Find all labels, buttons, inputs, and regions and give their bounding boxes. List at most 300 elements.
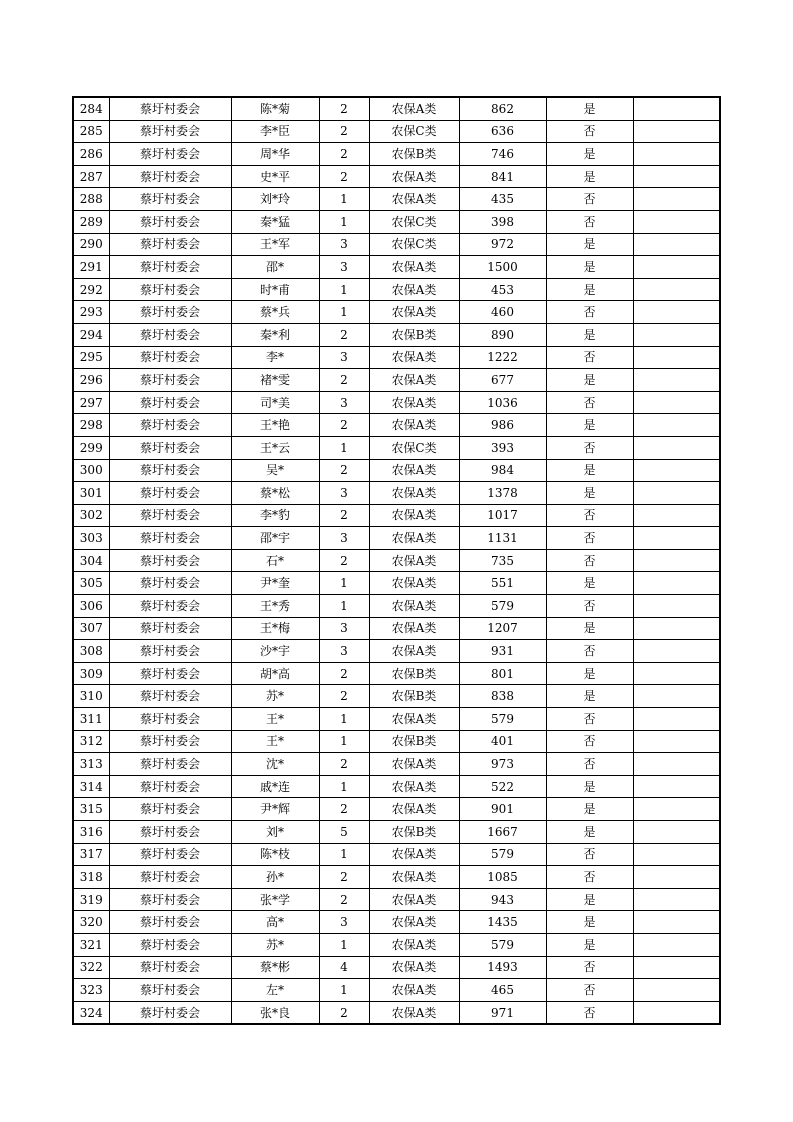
row-number-cell: 322	[73, 956, 109, 979]
amount-cell: 931	[459, 640, 546, 663]
yes-no-cell: 否	[546, 549, 633, 572]
insurance-type-cell: 农保A类	[369, 527, 459, 550]
row-number-cell: 306	[73, 595, 109, 618]
yes-no-cell: 否	[546, 346, 633, 369]
remarks-cell	[633, 888, 720, 911]
insurance-type-cell: 农保A类	[369, 888, 459, 911]
name-cell: 尹*辉	[231, 798, 319, 821]
insurance-type-cell: 农保A类	[369, 956, 459, 979]
household-count-cell: 3	[319, 346, 369, 369]
table-row	[73, 730, 720, 753]
table-row	[73, 256, 720, 279]
roster-table-body	[73, 97, 720, 1024]
row-number-cell: 320	[73, 911, 109, 934]
village-committee-cell: 蔡圩村委会	[109, 165, 231, 188]
amount-cell: 1435	[459, 911, 546, 934]
amount-cell: 735	[459, 549, 546, 572]
remarks-cell	[633, 911, 720, 934]
insurance-type-cell: 农保A类	[369, 933, 459, 956]
remarks-cell	[633, 866, 720, 889]
amount-cell: 393	[459, 436, 546, 459]
remarks-cell	[633, 143, 720, 166]
village-committee-cell: 蔡圩村委会	[109, 482, 231, 505]
household-count-cell: 1	[319, 278, 369, 301]
household-count-cell: 2	[319, 866, 369, 889]
village-committee-cell: 蔡圩村委会	[109, 188, 231, 211]
table-row	[73, 504, 720, 527]
yes-no-cell: 否	[546, 120, 633, 143]
name-cell: 王*艳	[231, 414, 319, 437]
name-cell: 李*豹	[231, 504, 319, 527]
village-committee-cell: 蔡圩村委会	[109, 233, 231, 256]
yes-no-cell: 否	[546, 188, 633, 211]
yes-no-cell: 否	[546, 866, 633, 889]
yes-no-cell: 是	[546, 821, 633, 844]
household-count-cell: 1	[319, 933, 369, 956]
village-committee-cell: 蔡圩村委会	[109, 504, 231, 527]
name-cell: 孙*	[231, 866, 319, 889]
household-count-cell: 3	[319, 640, 369, 663]
yes-no-cell: 否	[546, 527, 633, 550]
insurance-type-cell: 农保A类	[369, 866, 459, 889]
row-number-cell: 290	[73, 233, 109, 256]
row-number-cell: 313	[73, 753, 109, 776]
yes-no-cell: 是	[546, 278, 633, 301]
row-number-cell: 297	[73, 391, 109, 414]
name-cell: 王*	[231, 730, 319, 753]
row-number-cell: 291	[73, 256, 109, 279]
village-committee-cell: 蔡圩村委会	[109, 617, 231, 640]
insurance-type-cell: 农保A类	[369, 165, 459, 188]
household-count-cell: 2	[319, 323, 369, 346]
table-row	[73, 369, 720, 392]
remarks-cell	[633, 346, 720, 369]
village-committee-cell: 蔡圩村委会	[109, 120, 231, 143]
name-cell: 张*学	[231, 888, 319, 911]
row-number-cell: 296	[73, 369, 109, 392]
name-cell: 左*	[231, 979, 319, 1002]
household-count-cell: 1	[319, 436, 369, 459]
amount-cell: 435	[459, 188, 546, 211]
row-number-cell: 323	[73, 979, 109, 1002]
insurance-type-cell: 农保A类	[369, 278, 459, 301]
insurance-type-cell: 农保A类	[369, 595, 459, 618]
name-cell: 刘*	[231, 821, 319, 844]
name-cell: 胡*高	[231, 662, 319, 685]
name-cell: 沈*	[231, 753, 319, 776]
row-number-cell: 288	[73, 188, 109, 211]
insurance-type-cell: 农保B类	[369, 821, 459, 844]
village-committee-cell: 蔡圩村委会	[109, 527, 231, 550]
remarks-cell	[633, 436, 720, 459]
insurance-type-cell: 农保A类	[369, 617, 459, 640]
yes-no-cell: 否	[546, 843, 633, 866]
remarks-cell	[633, 278, 720, 301]
row-number-cell: 286	[73, 143, 109, 166]
household-count-cell: 2	[319, 369, 369, 392]
village-committee-cell: 蔡圩村委会	[109, 391, 231, 414]
insurance-type-cell: 农保C类	[369, 233, 459, 256]
name-cell: 李*臣	[231, 120, 319, 143]
row-number-cell: 304	[73, 549, 109, 572]
name-cell: 司*美	[231, 391, 319, 414]
row-number-cell: 298	[73, 414, 109, 437]
table-row	[73, 640, 720, 663]
row-number-cell: 315	[73, 798, 109, 821]
name-cell: 张*良	[231, 1001, 319, 1024]
household-count-cell: 3	[319, 233, 369, 256]
amount-cell: 1493	[459, 956, 546, 979]
remarks-cell	[633, 504, 720, 527]
name-cell: 时*甫	[231, 278, 319, 301]
insurance-type-cell: 农保B类	[369, 662, 459, 685]
remarks-cell	[633, 730, 720, 753]
household-count-cell: 1	[319, 572, 369, 595]
insurance-type-cell: 农保C类	[369, 436, 459, 459]
yes-no-cell: 是	[546, 911, 633, 934]
insurance-type-cell: 农保A类	[369, 549, 459, 572]
village-committee-cell: 蔡圩村委会	[109, 346, 231, 369]
household-count-cell: 1	[319, 775, 369, 798]
table-row	[73, 979, 720, 1002]
amount-cell: 901	[459, 798, 546, 821]
amount-cell: 862	[459, 97, 546, 120]
amount-cell: 1131	[459, 527, 546, 550]
amount-cell: 551	[459, 572, 546, 595]
remarks-cell	[633, 256, 720, 279]
name-cell: 沙*宇	[231, 640, 319, 663]
row-number-cell: 303	[73, 527, 109, 550]
row-number-cell: 292	[73, 278, 109, 301]
table-row	[73, 753, 720, 776]
insurance-type-cell: 农保A类	[369, 979, 459, 1002]
yes-no-cell: 否	[546, 391, 633, 414]
household-count-cell: 3	[319, 391, 369, 414]
row-number-cell: 307	[73, 617, 109, 640]
amount-cell: 522	[459, 775, 546, 798]
row-number-cell: 300	[73, 459, 109, 482]
village-committee-cell: 蔡圩村委会	[109, 436, 231, 459]
table-row	[73, 843, 720, 866]
yes-no-cell: 是	[546, 775, 633, 798]
table-row	[73, 188, 720, 211]
amount-cell: 986	[459, 414, 546, 437]
village-committee-cell: 蔡圩村委会	[109, 143, 231, 166]
yes-no-cell: 是	[546, 933, 633, 956]
insurance-type-cell: 农保A类	[369, 753, 459, 776]
household-count-cell: 2	[319, 888, 369, 911]
village-committee-cell: 蔡圩村委会	[109, 662, 231, 685]
insurance-type-cell: 农保A类	[369, 256, 459, 279]
table-row	[73, 120, 720, 143]
row-number-cell: 309	[73, 662, 109, 685]
village-committee-cell: 蔡圩村委会	[109, 866, 231, 889]
amount-cell: 1378	[459, 482, 546, 505]
amount-cell: 579	[459, 595, 546, 618]
household-count-cell: 3	[319, 617, 369, 640]
yes-no-cell: 是	[546, 459, 633, 482]
remarks-cell	[633, 527, 720, 550]
name-cell: 戚*连	[231, 775, 319, 798]
remarks-cell	[633, 301, 720, 324]
remarks-cell	[633, 233, 720, 256]
household-count-cell: 4	[319, 956, 369, 979]
village-committee-cell: 蔡圩村委会	[109, 753, 231, 776]
amount-cell: 841	[459, 165, 546, 188]
name-cell: 周*华	[231, 143, 319, 166]
yes-no-cell: 是	[546, 143, 633, 166]
village-committee-cell: 蔡圩村委会	[109, 301, 231, 324]
table-row	[73, 165, 720, 188]
insurance-type-cell: 农保A类	[369, 391, 459, 414]
name-cell: 陈*菊	[231, 97, 319, 120]
table-row	[73, 414, 720, 437]
table-row	[73, 97, 720, 120]
amount-cell: 1667	[459, 821, 546, 844]
table-row	[73, 933, 720, 956]
insurance-type-cell: 农保C类	[369, 210, 459, 233]
remarks-cell	[633, 459, 720, 482]
yes-no-cell: 是	[546, 798, 633, 821]
remarks-cell	[633, 210, 720, 233]
household-count-cell: 3	[319, 256, 369, 279]
village-committee-cell: 蔡圩村委会	[109, 549, 231, 572]
name-cell: 李*	[231, 346, 319, 369]
name-cell: 秦*利	[231, 323, 319, 346]
yes-no-cell: 是	[546, 97, 633, 120]
amount-cell: 460	[459, 301, 546, 324]
yes-no-cell: 否	[546, 1001, 633, 1024]
remarks-cell	[633, 933, 720, 956]
village-committee-cell: 蔡圩村委会	[109, 97, 231, 120]
table-row	[73, 278, 720, 301]
yes-no-cell: 是	[546, 662, 633, 685]
household-count-cell: 1	[319, 595, 369, 618]
yes-no-cell: 是	[546, 617, 633, 640]
amount-cell: 398	[459, 210, 546, 233]
remarks-cell	[633, 188, 720, 211]
name-cell: 蔡*松	[231, 482, 319, 505]
insurance-type-cell: 农保B类	[369, 730, 459, 753]
name-cell: 石*	[231, 549, 319, 572]
name-cell: 蔡*彬	[231, 956, 319, 979]
name-cell: 秦*猛	[231, 210, 319, 233]
yes-no-cell: 是	[546, 572, 633, 595]
yes-no-cell: 否	[546, 301, 633, 324]
household-count-cell: 2	[319, 120, 369, 143]
row-number-cell: 311	[73, 708, 109, 731]
yes-no-cell: 否	[546, 210, 633, 233]
remarks-cell	[633, 595, 720, 618]
table-row	[73, 662, 720, 685]
insurance-type-cell: 农保A类	[369, 911, 459, 934]
household-count-cell: 3	[319, 527, 369, 550]
name-cell: 王*	[231, 708, 319, 731]
row-number-cell: 289	[73, 210, 109, 233]
insurance-type-cell: 农保C类	[369, 120, 459, 143]
remarks-cell	[633, 640, 720, 663]
household-count-cell: 2	[319, 143, 369, 166]
village-committee-cell: 蔡圩村委会	[109, 210, 231, 233]
village-committee-cell: 蔡圩村委会	[109, 640, 231, 663]
yes-no-cell: 否	[546, 595, 633, 618]
amount-cell: 579	[459, 933, 546, 956]
remarks-cell	[633, 120, 720, 143]
name-cell: 王*秀	[231, 595, 319, 618]
insurance-type-cell: 农保A类	[369, 369, 459, 392]
yes-no-cell: 否	[546, 979, 633, 1002]
row-number-cell: 318	[73, 866, 109, 889]
table-row	[73, 143, 720, 166]
remarks-cell	[633, 798, 720, 821]
insurance-type-cell: 农保A类	[369, 97, 459, 120]
village-committee-cell: 蔡圩村委会	[109, 323, 231, 346]
household-count-cell: 1	[319, 708, 369, 731]
village-committee-cell: 蔡圩村委会	[109, 821, 231, 844]
village-committee-cell: 蔡圩村委会	[109, 979, 231, 1002]
row-number-cell: 302	[73, 504, 109, 527]
amount-cell: 838	[459, 685, 546, 708]
household-count-cell: 2	[319, 753, 369, 776]
amount-cell: 1500	[459, 256, 546, 279]
village-committee-cell: 蔡圩村委会	[109, 956, 231, 979]
remarks-cell	[633, 165, 720, 188]
amount-cell: 1085	[459, 866, 546, 889]
insurance-type-cell: 农保A类	[369, 482, 459, 505]
name-cell: 王*梅	[231, 617, 319, 640]
remarks-cell	[633, 323, 720, 346]
insurance-type-cell: 农保A类	[369, 346, 459, 369]
table-row	[73, 549, 720, 572]
insurance-type-cell: 农保A类	[369, 1001, 459, 1024]
insurance-type-cell: 农保B类	[369, 323, 459, 346]
yes-no-cell: 是	[546, 233, 633, 256]
row-number-cell: 319	[73, 888, 109, 911]
amount-cell: 579	[459, 708, 546, 731]
household-count-cell: 1	[319, 210, 369, 233]
yes-no-cell: 否	[546, 753, 633, 776]
amount-cell: 677	[459, 369, 546, 392]
household-count-cell: 2	[319, 97, 369, 120]
yes-no-cell: 是	[546, 685, 633, 708]
table-row	[73, 482, 720, 505]
row-number-cell: 312	[73, 730, 109, 753]
village-committee-cell: 蔡圩村委会	[109, 933, 231, 956]
table-row	[73, 866, 720, 889]
household-count-cell: 2	[319, 549, 369, 572]
yes-no-cell: 是	[546, 482, 633, 505]
yes-no-cell: 是	[546, 888, 633, 911]
yes-no-cell: 是	[546, 414, 633, 437]
insurance-type-cell: 农保A类	[369, 188, 459, 211]
remarks-cell	[633, 391, 720, 414]
remarks-cell	[633, 979, 720, 1002]
row-number-cell: 284	[73, 97, 109, 120]
row-number-cell: 321	[73, 933, 109, 956]
amount-cell: 453	[459, 278, 546, 301]
table-row	[73, 391, 720, 414]
table-row	[73, 301, 720, 324]
remarks-cell	[633, 708, 720, 731]
insurance-type-cell: 农保A类	[369, 414, 459, 437]
remarks-cell	[633, 843, 720, 866]
remarks-cell	[633, 97, 720, 120]
yes-no-cell: 是	[546, 369, 633, 392]
remarks-cell	[633, 1001, 720, 1024]
yes-no-cell: 否	[546, 708, 633, 731]
amount-cell: 890	[459, 323, 546, 346]
household-count-cell: 1	[319, 301, 369, 324]
insurance-type-cell: 农保A类	[369, 572, 459, 595]
household-count-cell: 2	[319, 414, 369, 437]
village-committee-cell: 蔡圩村委会	[109, 595, 231, 618]
amount-cell: 746	[459, 143, 546, 166]
village-committee-cell: 蔡圩村委会	[109, 775, 231, 798]
remarks-cell	[633, 956, 720, 979]
yes-no-cell: 是	[546, 256, 633, 279]
remarks-cell	[633, 753, 720, 776]
row-number-cell: 294	[73, 323, 109, 346]
name-cell: 苏*	[231, 933, 319, 956]
name-cell: 吴*	[231, 459, 319, 482]
row-number-cell: 299	[73, 436, 109, 459]
table-row	[73, 527, 720, 550]
name-cell: 尹*奎	[231, 572, 319, 595]
household-count-cell: 1	[319, 843, 369, 866]
row-number-cell: 287	[73, 165, 109, 188]
row-number-cell: 316	[73, 821, 109, 844]
amount-cell: 1222	[459, 346, 546, 369]
yes-no-cell: 否	[546, 436, 633, 459]
yes-no-cell: 否	[546, 956, 633, 979]
remarks-cell	[633, 572, 720, 595]
amount-cell: 973	[459, 753, 546, 776]
insurance-type-cell: 农保A类	[369, 640, 459, 663]
name-cell: 邵*宇	[231, 527, 319, 550]
roster-table	[72, 96, 721, 1025]
table-row	[73, 685, 720, 708]
household-count-cell: 2	[319, 1001, 369, 1024]
insurance-type-cell: 农保B类	[369, 143, 459, 166]
table-row	[73, 436, 720, 459]
table-row	[73, 572, 720, 595]
table-row	[73, 233, 720, 256]
row-number-cell: 310	[73, 685, 109, 708]
name-cell: 陈*枝	[231, 843, 319, 866]
row-number-cell: 324	[73, 1001, 109, 1024]
household-count-cell: 2	[319, 662, 369, 685]
table-row	[73, 821, 720, 844]
amount-cell: 465	[459, 979, 546, 1002]
table-row	[73, 595, 720, 618]
yes-no-cell: 是	[546, 165, 633, 188]
village-committee-cell: 蔡圩村委会	[109, 730, 231, 753]
name-cell: 邵*	[231, 256, 319, 279]
household-count-cell: 3	[319, 911, 369, 934]
name-cell: 王*军	[231, 233, 319, 256]
remarks-cell	[633, 617, 720, 640]
amount-cell: 1207	[459, 617, 546, 640]
household-count-cell: 2	[319, 459, 369, 482]
amount-cell: 972	[459, 233, 546, 256]
village-committee-cell: 蔡圩村委会	[109, 1001, 231, 1024]
insurance-type-cell: 农保A类	[369, 708, 459, 731]
insurance-type-cell: 农保A类	[369, 301, 459, 324]
remarks-cell	[633, 369, 720, 392]
remarks-cell	[633, 821, 720, 844]
amount-cell: 401	[459, 730, 546, 753]
village-committee-cell: 蔡圩村委会	[109, 278, 231, 301]
